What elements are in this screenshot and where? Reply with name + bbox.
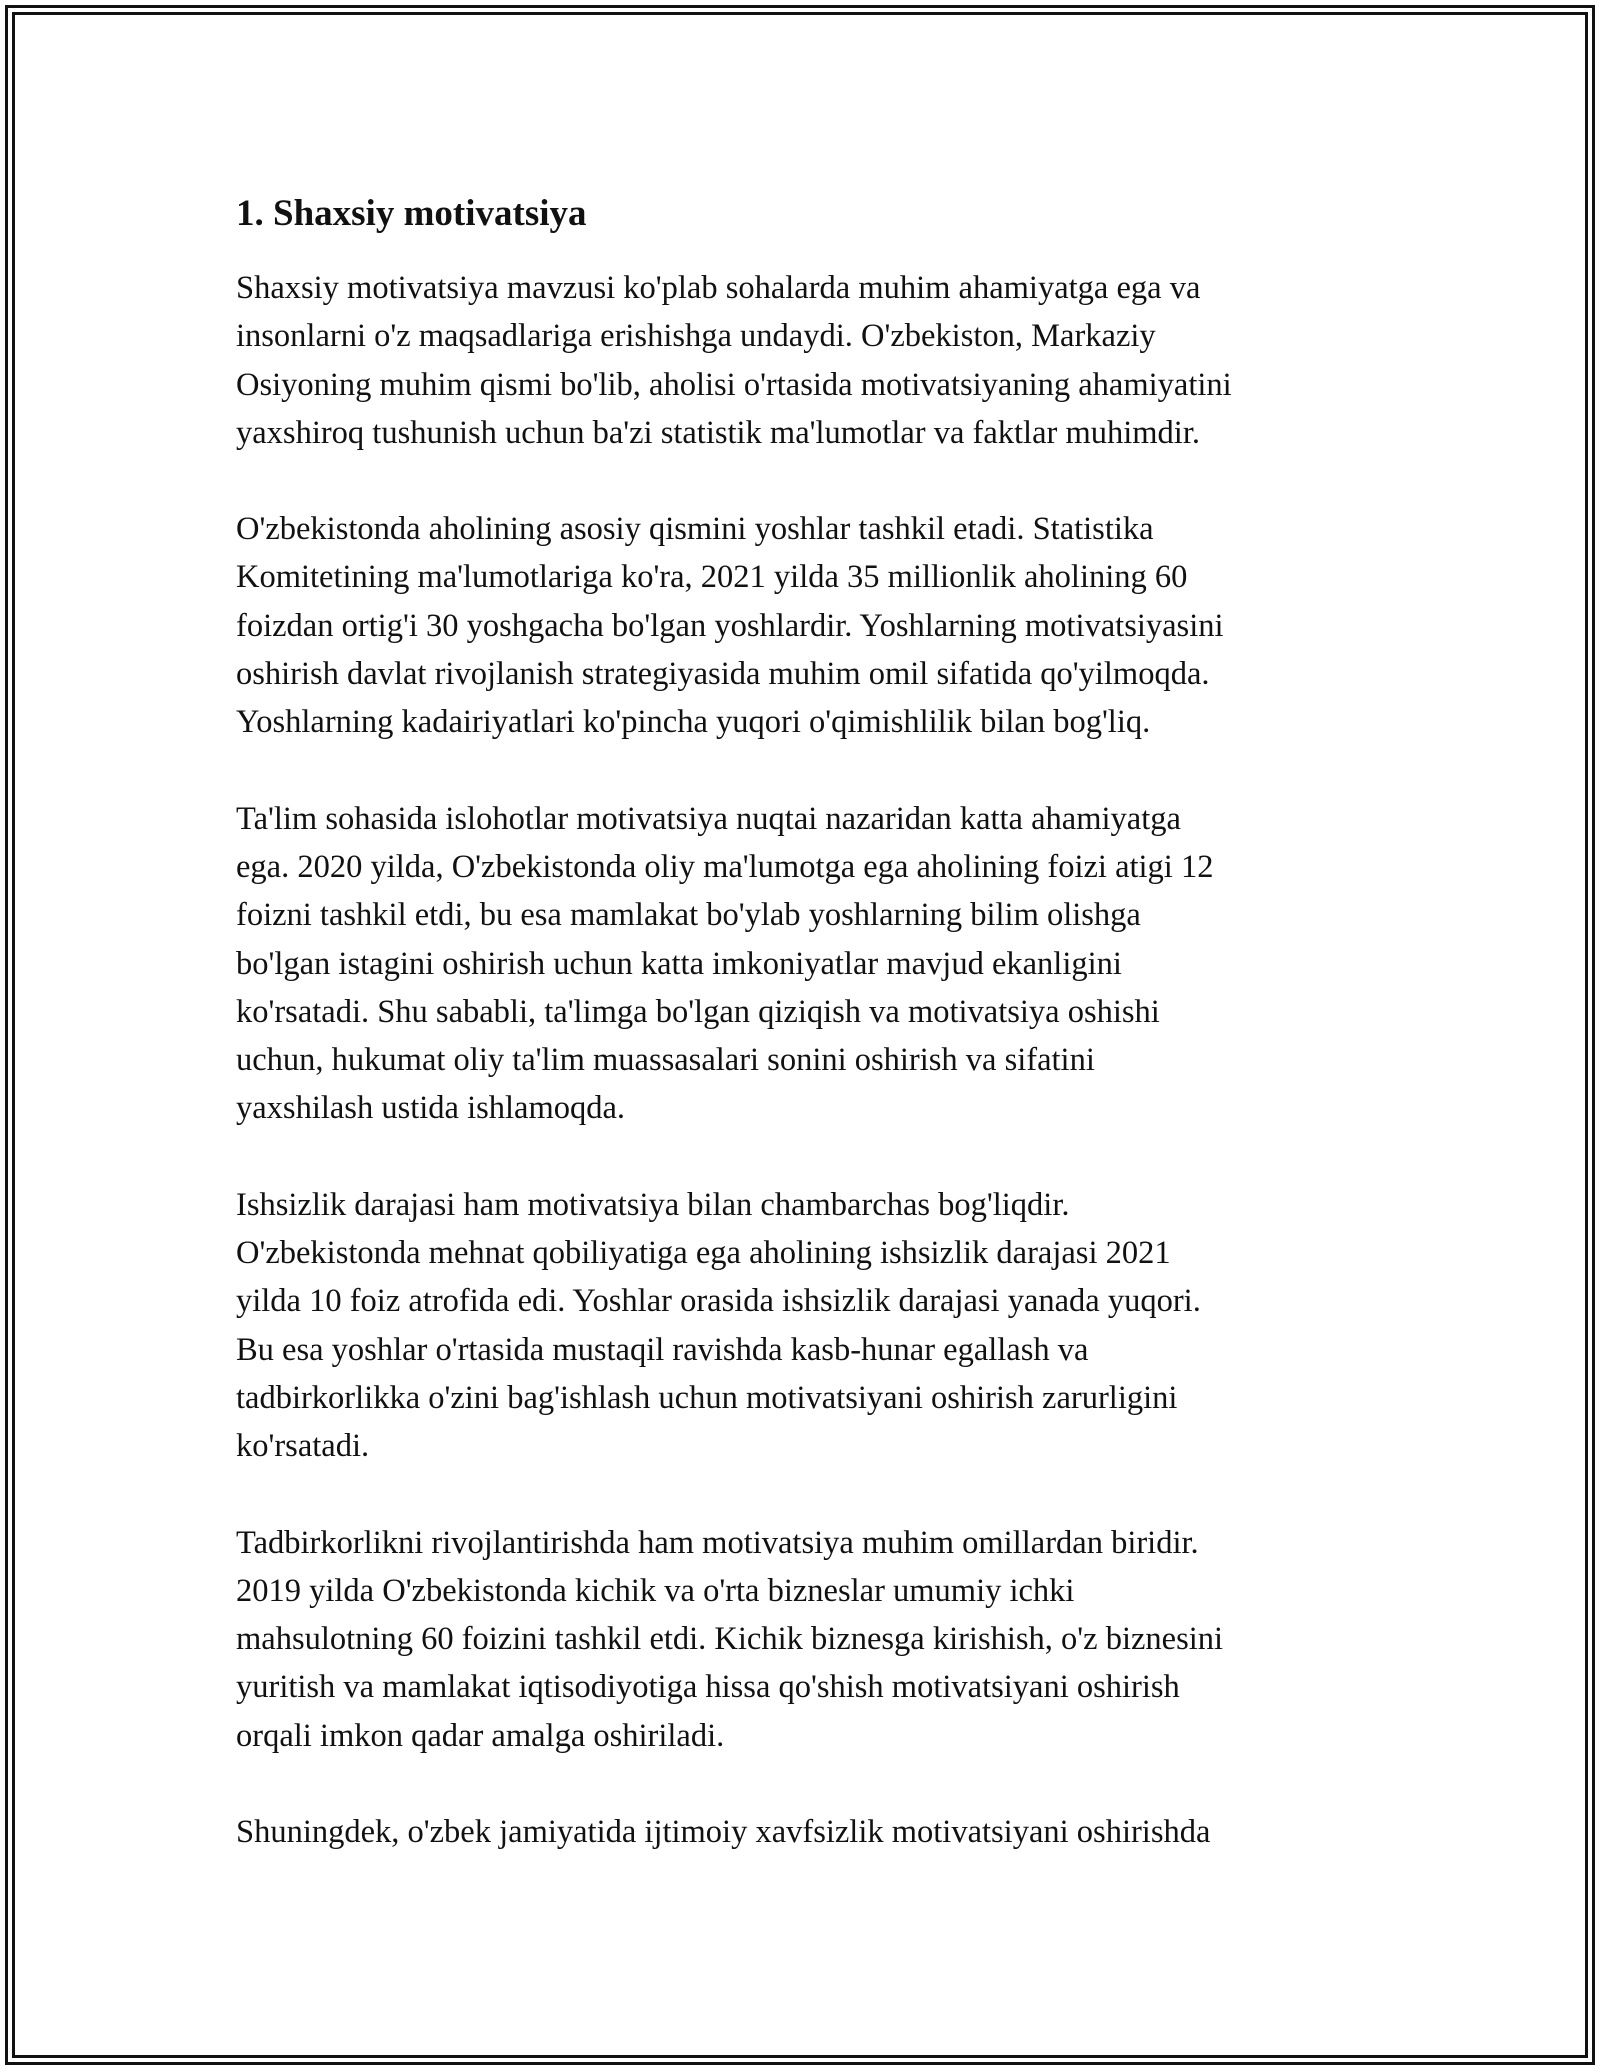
- text-line: insonlarni o'z maqsadlariga erishishga undaydi. O'zbekiston, Markaziy: [236, 318, 1156, 355]
- text-line: orqali imkon qadar amalga oshiriladi.: [236, 1717, 725, 1754]
- paragraph-education: [236, 795, 1376, 1133]
- text-line: O'zbekistonda aholining asosiy qismini yoshlar tashkil etadi. Statistika: [236, 511, 1154, 548]
- text-line: O'zbekistonda mehnat qobiliyatiga ega aholining ishsizlik darajasi 2021: [236, 1235, 1171, 1272]
- text-line: foizni tashkil etdi, bu esa mamlakat bo'ylab yoshlarning bilim olishga: [236, 897, 1141, 934]
- text-line: Shaxsiy motivatsiya mavzusi ko'plab sohalarda muhim ahamiyatga ega va: [236, 270, 1201, 306]
- paragraph-youth: [236, 505, 1376, 746]
- text-line: mahsulotning 60 foizini tashkil etdi. Kichik biznesga kirishish, o'z biznesini: [236, 1621, 1224, 1658]
- paragraph-entrepreneurship: [236, 1519, 1376, 1760]
- text-line: Yoshlarning kadairiyatlari ko'pincha yuqori o'qimishlilik bilan bog'liq.: [236, 704, 1151, 741]
- text-line: yaxshiroq tushunish uchun ba'zi statistik ma'lumotlar va faktlar muhimdir.: [236, 414, 1200, 451]
- text-line: foizdan ortig'i 30 yoshgacha bo'lgan yoshlardir. Yoshlarning motivatsiyasini: [236, 607, 1224, 644]
- text-line: Ta'lim sohasida islohotlar motivatsiya nuqtai nazaridan katta ahamiyatga: [236, 800, 1181, 837]
- text-line: Shuningdek, o'zbek jamiyatida ijtimoiy xavfsizlik motivatsiyani oshirishda: [236, 1814, 1211, 1851]
- text-line: Komitetining ma'lumotlariga ko'ra, 2021 yilda 35 millionlik aholining 60: [236, 559, 1188, 596]
- text-line: oshirish davlat rivojlanish strategiyasida muhim omil sifatida qo'yilmoqda.: [236, 656, 1210, 693]
- section-heading: 1. Shaxsiy motivatsiya: [236, 193, 587, 234]
- text-line: ega. 2020 yilda, O'zbekistonda oliy ma'lumotga ega aholining foizi atigi 12: [236, 848, 1214, 885]
- text-line: bo'lgan istagini oshirish uchun katta imkoniyatlar mavjud ekanligini: [236, 945, 1122, 982]
- text-line: yuritish va mamlakat iqtisodiyotiga hissa qo'shish motivatsiyani oshirish: [236, 1669, 1180, 1706]
- text-line: ko'rsatadi. Shu sababli, ta'limga bo'lgan qiziqish va motivatsiya oshishi: [236, 993, 1160, 1030]
- text-line: Osiyoning muhim qismi bo'lib, aholisi o'rtasida motivatsiyaning ahamiyatini: [236, 366, 1232, 403]
- paragraph-intro: [236, 264, 1376, 457]
- text-line: Bu esa yoshlar o'rtasida mustaqil ravishda kasb-hunar egallash va: [236, 1331, 1089, 1368]
- text-line: 2019 yilda O'zbekistonda kichik va o'rta bizneslar umumiy ichki: [236, 1572, 1075, 1609]
- text-line: tadbirkorlikka o'zini bag'ishlash uchun motivatsiyani oshirish zarurligini: [236, 1379, 1178, 1416]
- text-line: yaxshilash ustida ishlamoqda.: [236, 1090, 626, 1127]
- text-line: yilda 10 foiz atrofida edi. Yoshlar orasida ishsizlik darajasi yanada yuqori.: [236, 1283, 1201, 1320]
- document-body: [236, 190, 1376, 1904]
- text-line: ko'rsatadi.: [236, 1428, 370, 1465]
- text-line: Tadbirkorlikni rivojlantirishda ham motivatsiya muhim omillardan biridir.: [236, 1524, 1199, 1561]
- text-line: uchun, hukumat oliy ta'lim muassasalari sonini oshirish va sifatini: [236, 1042, 1095, 1079]
- paragraph-social-security: [236, 1808, 1376, 1856]
- paragraph-unemployment: [236, 1181, 1376, 1471]
- text-line: Ishsizlik darajasi ham motivatsiya bilan chambarchas bog'liqdir.: [236, 1186, 1070, 1223]
